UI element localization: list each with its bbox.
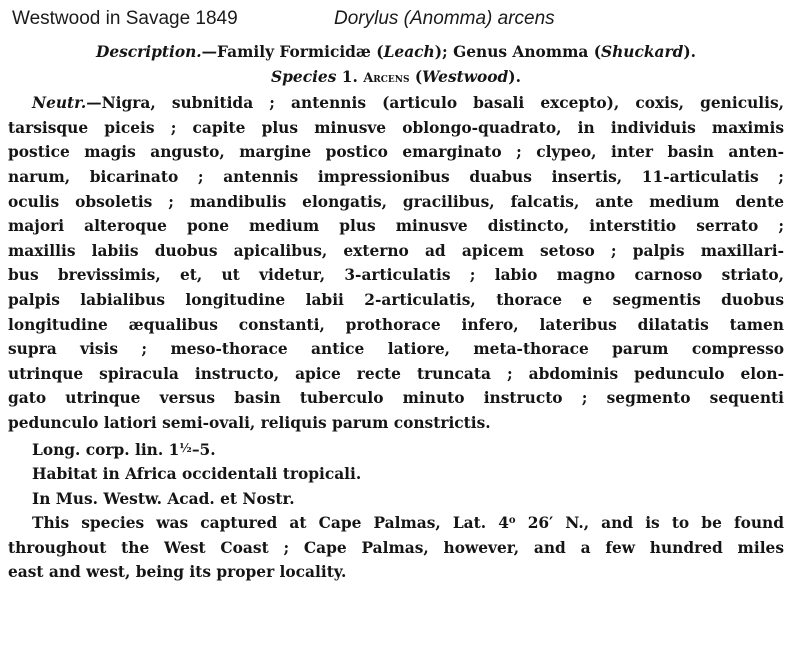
family-genus-heading xyxy=(8,40,784,65)
description-line: supra visis ; meso-thorace antice latiore, meta-thorace parum compresso xyxy=(8,340,784,359)
species-number: 1. xyxy=(341,67,358,86)
locality-note-line: east and west, being its proper locality. xyxy=(8,563,347,582)
degree-mark: o xyxy=(508,515,516,527)
description-line: pedunculo latiori semi-ovali, reliquis parum constrictis. xyxy=(8,413,491,432)
species-name: Arcens xyxy=(363,70,410,86)
description-line: maxillis labiis duobus apicalibus, externo ad apicem setoso ; palpis maxillari- xyxy=(8,241,784,260)
description-line: oculis obsoletis ; mandibulis elongatis, gracilibus, falcatis, ante medium dente xyxy=(8,192,784,211)
description-line: longitudine æqualibus constanti, prothorace infero, lateribus dilatatis tamen xyxy=(8,315,784,334)
genus-text: ); Genus Anomma ( xyxy=(434,43,601,61)
source-citation: Westwood in Savage 1849 xyxy=(12,8,238,29)
description-line: majori alteroque pone medium plus minusve distincto, interstitio serrato ; xyxy=(8,217,784,236)
genus-author: Shuckard xyxy=(601,43,684,61)
document-page xyxy=(8,40,784,585)
body-length: Long. corp. lin. 1½–5. xyxy=(32,440,216,459)
description-line: tarsisque piceis ; capite plus minusve oblongo-quadrato, in individuis maximis xyxy=(8,118,784,137)
family-author: Leach xyxy=(383,43,435,61)
description-label: Description. xyxy=(95,43,202,61)
genus-close: ). xyxy=(683,43,697,61)
species-close: ). xyxy=(508,67,521,86)
description-line: narum, bicarinato ; antennis impressionibus duabus insertis, 11-articulatis ; xyxy=(8,167,784,186)
description-line: bus brevissimis, et, ut videtur, 3-articulatis ; labio magno carnoso striato, xyxy=(8,266,784,285)
neutr-label: Neutr. xyxy=(32,94,87,113)
family-text: —Family Formicidæ ( xyxy=(201,43,384,61)
habitat-line: Habitat in Africa occidentali tropicali. xyxy=(32,465,362,484)
species-author: Westwood xyxy=(422,67,509,86)
description-line: utrinque spiracula instructo, apice recte truncata ; abdominis pedunculo elon- xyxy=(8,364,784,383)
description-line: Neutr.—Nigra, subnitida ; antennis (articulo basali excepto), coxis, geniculis, xyxy=(32,94,784,113)
species-heading xyxy=(8,65,784,92)
length-fraction: ½ xyxy=(179,440,192,455)
locality-note-line: throughout the West Coast ; Cape Palmas, however, and a few hundred miles xyxy=(8,538,784,557)
taxon-name: Dorylus (Anomma) arcens xyxy=(334,8,555,29)
description-line: postice magis angusto, margine postico emarginato ; clypeo, inter basin anten- xyxy=(8,143,784,162)
museum-line: In Mus. Westw. Acad. et Nostr. xyxy=(32,489,295,508)
species-open: ( xyxy=(409,67,423,86)
locality-note-line: This species was captured at Cape Palmas, Lat. 4$^o$ 26′ N., and is to be found xyxy=(32,514,784,533)
description-line: palpis labialibus longitudine labii 2-articulatis, thorace e segmentis duobus xyxy=(8,290,784,309)
species-label: Species xyxy=(271,67,337,86)
description-line: gato utrinque versus basin tuberculo minuto instructo ; segmento sequenti xyxy=(8,389,784,408)
